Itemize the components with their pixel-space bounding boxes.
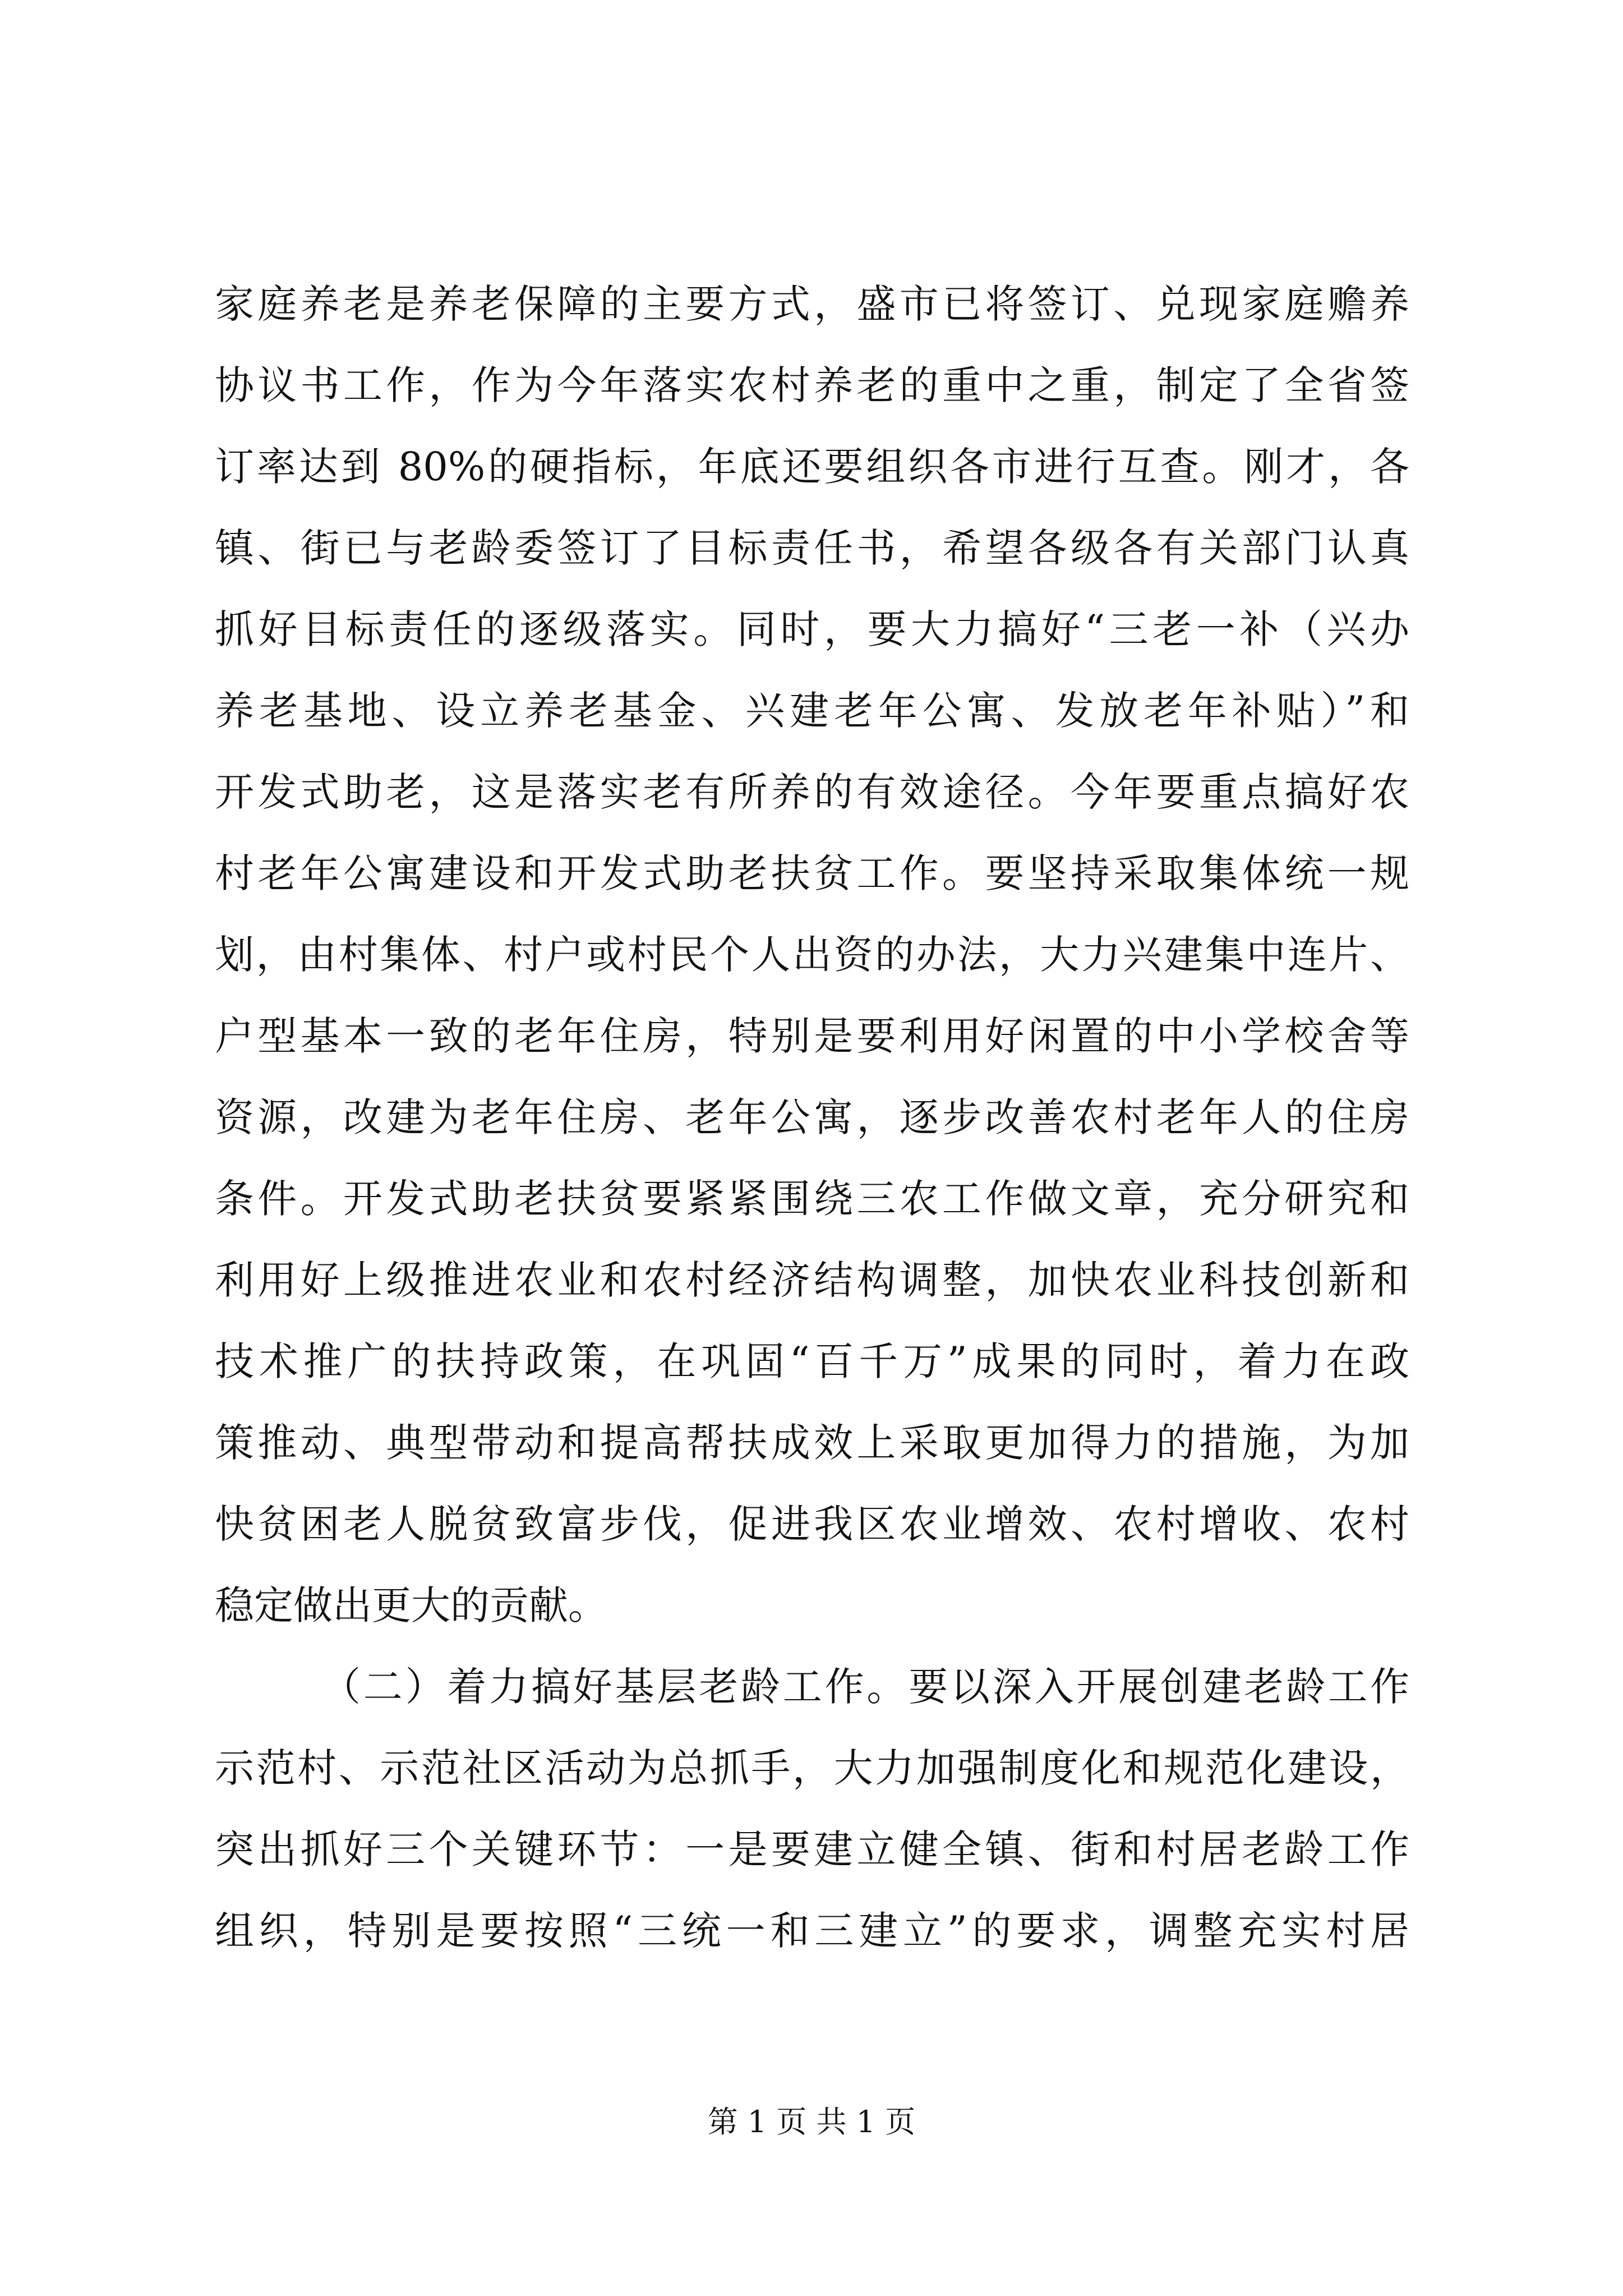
text-line: 技术推广的扶持政策，在巩固“百千万”成果的同时，着力在政 [215, 1338, 1409, 1384]
text-line: 划，由村集体、村户或村民个人出资的办法，大力兴建集中连片、 [215, 932, 1409, 978]
text-line: 条件。开发式助老扶贫要紧紧围绕三农工作做文章，充分研究和 [215, 1176, 1409, 1222]
text-line: 开发式助老，这是落实老有所养的有效途径。今年要重点搞好农 [215, 769, 1409, 815]
text-line: 养老基地、设立养老基金、兴建老年公寓、发放老年补贴）”和 [215, 688, 1409, 734]
text-line: 策推动、典型带动和提高帮扶成效上采取更加得力的措施，为加 [215, 1420, 1409, 1466]
text-line: 稳定做出更大的贡献。 [215, 1582, 607, 1628]
text-line: 组织，特别是要按照“三统一和三建立”的要求，调整充实村居 [215, 1908, 1409, 1954]
page-footer: 第 1 页 共 1 页 [707, 2104, 916, 2139]
text-line: 家庭养老是养老保障的主要方式，盛市已将签订、兑现家庭赡养 [215, 281, 1409, 327]
body-text [215, 264, 1409, 1972]
text-line: 镇、街已与老龄委签订了目标责任书，希望各级各有关部门认真 [215, 525, 1409, 571]
text-line: 订率达到 80%的硬指标，年底还要组织各市进行互查。刚才，各 [215, 444, 1409, 490]
text-line: 抓好目标责任的逐级落实。同时，要大力搞好“三老一补（兴办 [215, 606, 1409, 652]
text-line: 村老年公寓建设和开发式助老扶贫工作。要坚持采取集体统一规 [215, 850, 1409, 896]
text-line: 协议书工作，作为今年落实农村养老的重中之重，制定了全省签 [215, 362, 1409, 408]
text-line: 资源，改建为老年住房、老年公寓，逐步改善农村老年人的住房 [215, 1094, 1409, 1140]
text-line: 示范村、示范社区活动为总抓手，大力加强制度化和规范化建设， [215, 1745, 1409, 1791]
section-heading-line: （二）着力搞好基层老龄工作。要以深入开展创建老龄工作 [321, 1664, 1409, 1710]
text-line: 利用好上级推进农业和农村经济结构调整，加快农业科技创新和 [215, 1257, 1409, 1303]
text-line: 突出抓好三个关键环节：一是要建立健全镇、街和村居老龄工作 [215, 1826, 1409, 1872]
text-line: 快贫困老人脱贫致富步伐，促进我区农业增效、农村增收、农村 [215, 1501, 1409, 1547]
text-line: 户型基本一致的老年住房，特别是要利用好闲置的中小学校舍等 [215, 1013, 1409, 1059]
